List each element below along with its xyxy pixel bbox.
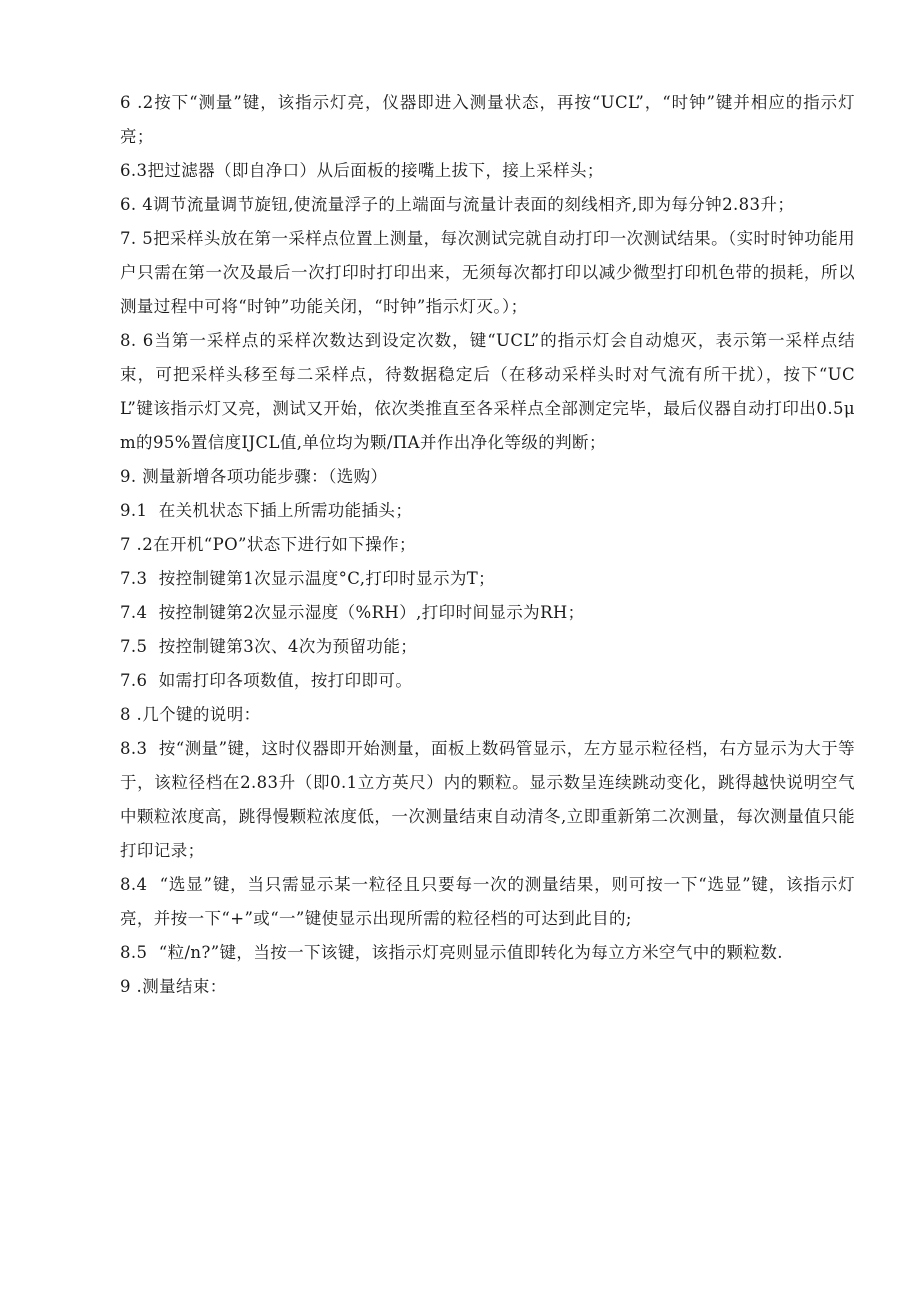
paragraph-9-end: 9 .测量结束： [120,977,227,996]
paragraph-6-3: 6.3把过滤器（即自净口）从后面板的接嘴上拔下，接上采样头； [120,161,604,180]
paragraph-7-5b: 7.5 按控制键第3次、4次为预留功能； [120,637,418,656]
paragraph-7-3: 7.3 按控制键第1次显示温度°C,打印时显示为T； [120,569,496,588]
paragraph-9-1: 9.1 在关机状态下插上所需功能插头； [120,501,413,520]
paragraph-7-4: 7.4 按控制键第2次显示湿度（%RH）,打印时间显示为RH； [120,603,585,622]
paragraph-9-heading: 9. 测量新增各项功能步骤：（选购） [120,467,388,486]
paragraph-8-5: 8.5 “粒/n?”键，当按一下该键，该指示灯亮则显示值即转化为每立方米空气中的颗粒数. [120,943,783,962]
document-body [120,86,855,1004]
paragraph-8-4: 8.4 “选显”键，当只需显示某一粒径且只要每一次的测量结果，则可按一下“选显”键，该指示灯亮，并按一下“+”或“一”键使显示出现所需的粒径档的可达到此目的; [120,875,855,928]
paragraph-6-2: 6 .2按下“测量”键，该指示灯亮，仪器即进入测量状态，再按“UCL”，“时钟”键并相应的指示灯亮； [120,93,855,146]
paragraph-7-6: 7.6 如需打印各项数值，按打印即可。 [120,671,413,690]
paragraph-7-2: 7 .2在开机“PO”状态下进行如下操作； [120,535,416,554]
paragraph-8-3: 8.3 按“测量”键，这时仪器即开始测量，面板上数码管显示，左方显示粒径档，右方显示为大于等于，该粒径档在2.83升（即0.1立方英尺）内的颗粒。显示数呈连续跳动变化，跳得越快说明空气中颗粒浓度高，跳得慢颗粒浓度低，一次测量结束自动清冬,立即重新第二次测量，每次测量值只能打印记录； [120,739,855,860]
paragraph-6-4: 6. 4调节流量调节旋钮,使流量浮子的上端面与流量计表面的刻线相齐,即为每分钟2.83升； [120,195,795,214]
paragraph-8-6: 8. 6当第一采样点的采样次数达到设定次数，键“UCL”的指示灯会自动熄灭，表示第一采样点结束，可把采样头移至每二采样点，待数据稳定后（在移动采样头时对气流有所干扰），按下“UCL”键该指示灯又亮，测试又开始，依次类推直至各采样点全部测定完毕，最后仪器自动打印出0.5μm的95%置信度IJCL值,单位均为颗/ΠA并作出净化等级的判断； [120,331,855,452]
paragraph-8-heading: 8 .几个键的说明： [120,705,261,724]
paragraph-7-5: 7. 5把采样头放在第一采样点位置上测量，每次测试完就自动打印一次测试结果。（实时时钟功能用户只需在第一次及最后一次打印时打印出来，无须每次都打印以减少微型打印机色带的损耗，所以测量过程中可将“时钟”功能关闭，“时钟”指示灯灭。）； [120,229,855,316]
